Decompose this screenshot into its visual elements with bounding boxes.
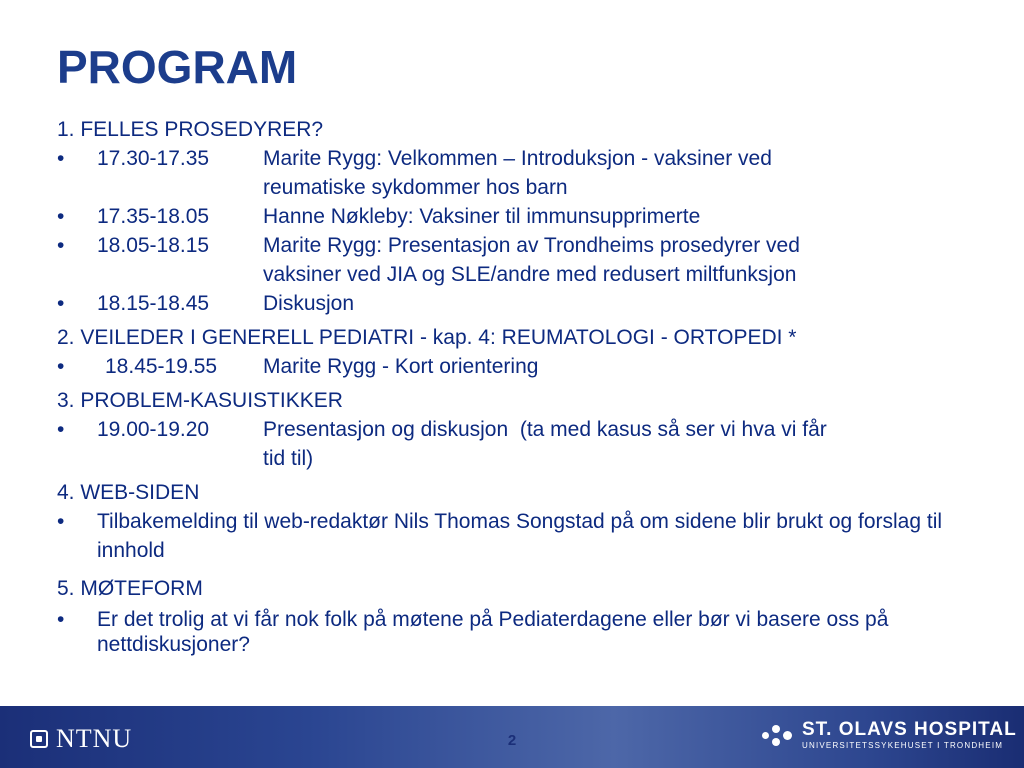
section-1: [57, 116, 1007, 318]
section-heading: 1. FELLES PROSEDYRER?: [57, 118, 324, 141]
dots-icon: [760, 721, 794, 751]
time-slot: 17.30-17.35: [97, 147, 210, 170]
item-description: Hanne Nøkleby: Vaksiner til immunsupprimerte: [263, 205, 701, 228]
bullet-icon: •: [57, 608, 65, 631]
slide-title: PROGRAM: [57, 41, 298, 93]
list-item: [57, 507, 997, 565]
footer-bar: [0, 706, 1024, 768]
ntnu-logo: [30, 724, 132, 754]
item-description: Er det trolig at vi får nok folk på møtene på Pediaterdagene eller bør vi basere oss på nettdiskusjoner?: [97, 608, 889, 656]
section-heading: 3. PROBLEM-KASUISTIKKER: [57, 389, 343, 412]
list-item: [57, 289, 1007, 318]
item-description: Marite Rygg: Velkommen – Introduksjon - vaksiner ved reumatiske sykdommer hos barn: [263, 147, 772, 199]
section-heading: 4. WEB-SIDEN: [57, 481, 200, 504]
section-5: [57, 575, 1007, 657]
list-item: [57, 607, 997, 657]
time-slot: 17.35-18.05: [97, 205, 210, 228]
time-slot: 18.15-18.45: [97, 292, 210, 315]
time-slot: 18.45-19.55: [105, 355, 218, 378]
section-4: [57, 479, 1007, 565]
section-heading: 2. VEILEDER I GENERELL PEDIATRI - kap. 4: REUMATOLOGI - ORTOPEDI *: [57, 326, 797, 349]
item-description: Tilbakemelding til web-redaktør Nils Thomas Songstad på om sidene blir brukt og forslag til innhold: [97, 510, 943, 562]
item-description: Marite Rygg: Presentasjon av Trondheims prosedyrer ved vaksiner ved JIA og SLE/andre med redusert miltfunksjon: [263, 234, 800, 286]
section-3: [57, 387, 1007, 473]
bullet-icon: •: [57, 510, 65, 533]
item-description: Marite Rygg - Kort orientering: [263, 355, 539, 378]
list-item: [57, 415, 1007, 473]
item-description: Presentasjon og diskusjon (ta med kasus så ser vi hva vi får tid til): [263, 418, 827, 470]
hospital-subtitle: UNIVERSITETSSYKEHUSET I TRONDHEIM: [802, 741, 1004, 750]
list-item: [57, 231, 1007, 289]
ntnu-logo-text: NTNU: [56, 724, 133, 753]
time-slot: 18.05-18.15: [97, 234, 210, 257]
item-description: Diskusjon: [263, 292, 355, 315]
slide-content: [57, 116, 1007, 663]
page-number: 2: [507, 732, 517, 749]
section-2: [57, 324, 1007, 381]
st-olavs-logo: [760, 720, 1017, 752]
time-slot: 19.00-19.20: [97, 418, 210, 441]
bullet-icon: •: [57, 147, 65, 170]
hospital-name: ST. OLAVS HOSPITAL: [802, 719, 1017, 740]
bullet-icon: •: [57, 292, 65, 315]
bullet-icon: •: [57, 418, 65, 441]
bullet-icon: •: [57, 355, 65, 378]
list-item: [57, 202, 1007, 231]
bullet-icon: •: [57, 234, 65, 257]
list-item: [57, 144, 1007, 202]
section-heading: 5. MØTEFORM: [57, 577, 203, 600]
hospital-text: [802, 720, 1017, 752]
ntnu-square-icon: [30, 730, 48, 748]
bullet-icon: •: [57, 205, 65, 228]
list-item: [57, 352, 1007, 381]
